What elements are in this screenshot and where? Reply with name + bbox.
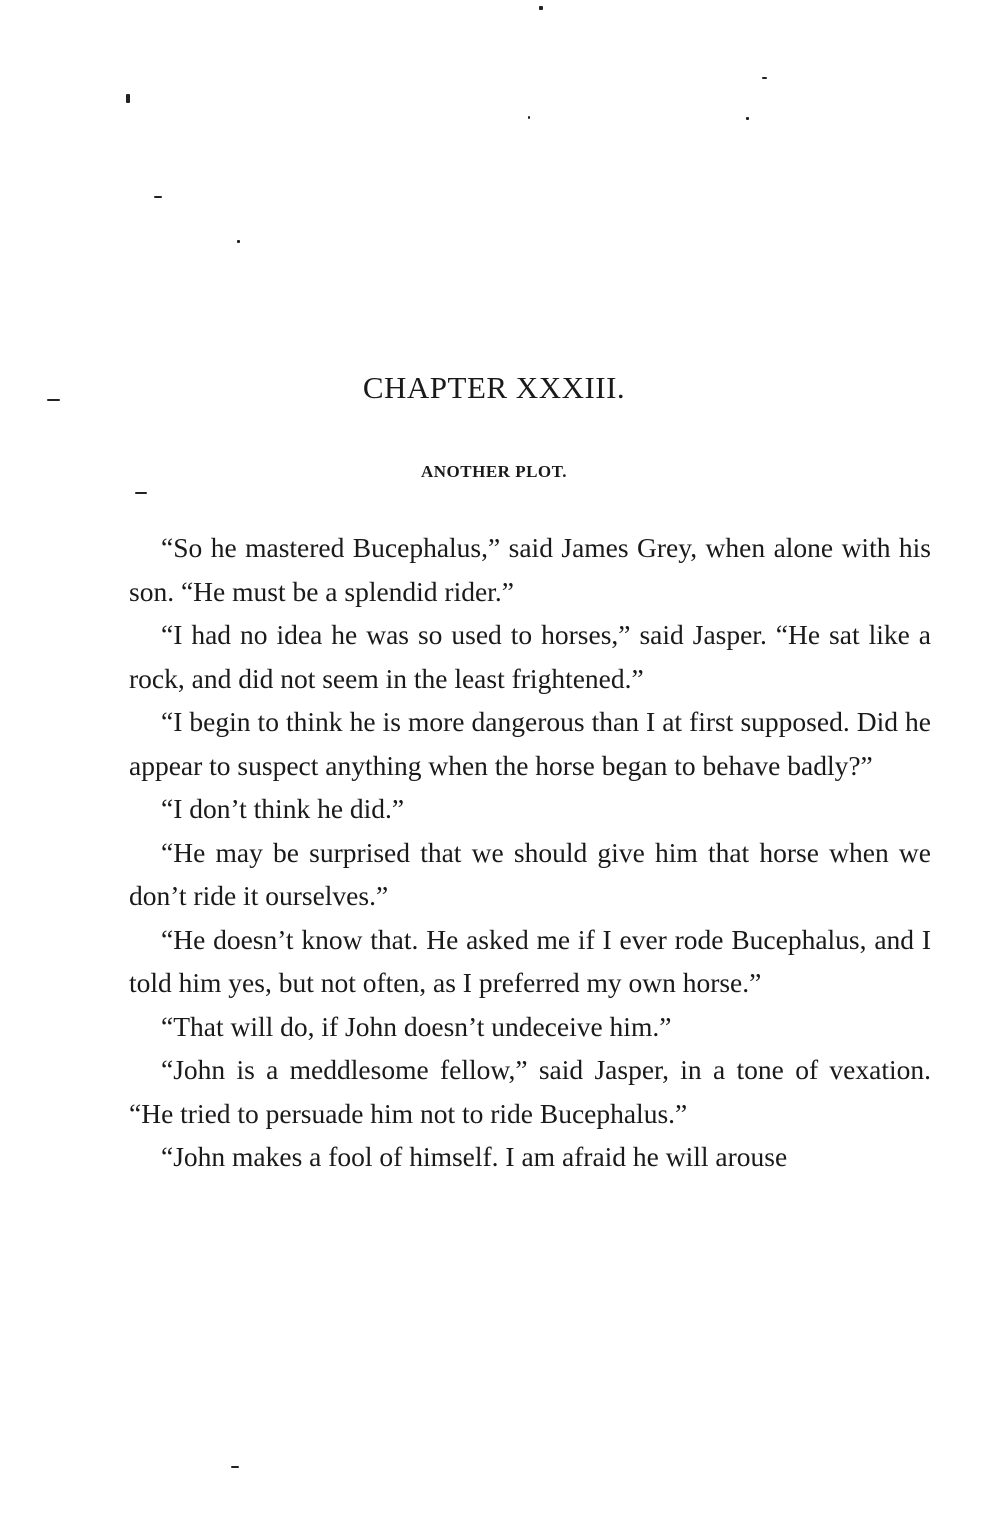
paragraph: “That will do, if John doesn’t undeceive him.” bbox=[161, 1010, 672, 1042]
scan-speck bbox=[154, 196, 162, 198]
scan-speck bbox=[762, 77, 767, 79]
chapter-title: CHAPTER XXXIII. bbox=[362, 370, 626, 405]
paragraph: “John is a meddlesome fellow,” said Jasper, in a tone of vexation. “He tried to persuade him not to ride Bucephalus.” bbox=[129, 1054, 931, 1129]
paragraph: “He doesn’t know that. He asked me if I ever rode Bucephalus, and I told him yes, but not often, as I preferred my own horse.” bbox=[129, 923, 931, 998]
paragraph: “He may be surprised that we should give him that horse when we don’t ride it ourselves.” bbox=[129, 836, 931, 911]
scan-speck bbox=[539, 6, 543, 10]
scan-speck bbox=[746, 117, 749, 120]
chapter-subtitle: ANOTHER PLOT. bbox=[421, 462, 567, 481]
paragraph: “So he mastered Bucephalus,” said James Grey, when alone with his son. “He must be a splendid rider.” bbox=[129, 532, 931, 607]
paragraph: “I had no idea he was so used to horses,” said Jasper. “He sat like a rock, and did not seem in the least frightened.” bbox=[129, 619, 931, 694]
scan-speck bbox=[528, 116, 530, 119]
chapter-body bbox=[129, 526, 931, 1179]
scan-speck bbox=[135, 492, 147, 494]
scan-speck bbox=[231, 1466, 239, 1468]
scan-speck bbox=[237, 240, 240, 243]
paragraph: “John makes a fool of himself. I am afraid he will arouse bbox=[161, 1141, 788, 1172]
paragraph: “I don’t think he did.” bbox=[161, 793, 405, 824]
scan-speck bbox=[126, 94, 130, 103]
paragraph: “I begin to think he is more dangerous than I at first supposed. Did he appear to suspect anything when the horse began to behave badly?” bbox=[129, 706, 931, 781]
